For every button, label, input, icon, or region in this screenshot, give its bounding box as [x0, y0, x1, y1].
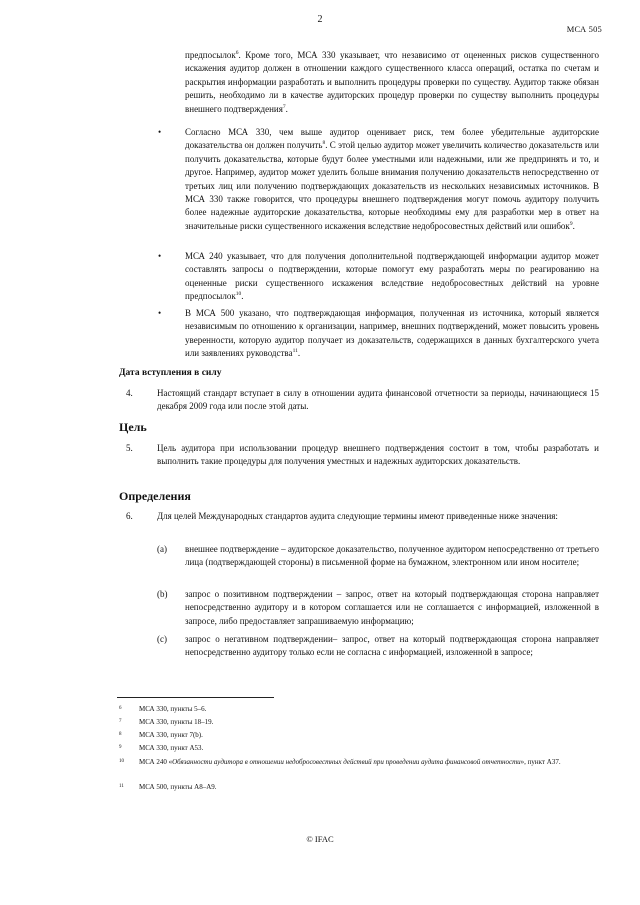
definition-item: запрос о негативном подтверждении– запрос, ответ на который подтверждающая сторона направляет непосредственно аудитору только если не согласна с информацией, изложенной в запросе;	[185, 634, 599, 658]
effective-date-paragraph: Настоящий стандарт вступает в силу в отношении аудита финансовой отчетности за периоды, начинающиеся 15 декабря 2009 года или после этой даты.	[157, 388, 599, 412]
footnote-text: МСА 330, пункт A53.	[139, 744, 204, 752]
footnote-number: 6	[119, 706, 122, 711]
intro-text-a: предпосылок	[185, 50, 236, 60]
objective-paragraph: Цель аудитора при использовании процедур внешнего подтверждения состоит в том, чтобы разработать и выполнить такие процедуры для получения уместных и надежных аудиторских доказательств.	[157, 443, 599, 467]
bullet-marker: •	[158, 127, 162, 137]
footnote-text: МСА 330, пункты 18–19.	[139, 718, 214, 726]
bullet-marker: •	[158, 251, 162, 261]
bullet-text: В МСА 500 указано, что подтверждающая информация, полученная из источника, который является независимым по отношению к организации, например, внешних подтверждений, может повысить уровень уверенности, которую аудитор получает из доказательств, содержащихся в данных бухгалтерского учета или заявлениях руководства	[185, 308, 599, 359]
bullet-marker: •	[158, 308, 162, 318]
definition-label: (b)	[157, 589, 168, 599]
intro-text-c: .	[285, 103, 288, 114]
footnote-text	[139, 758, 601, 767]
paragraph-number: 4.	[126, 388, 133, 398]
bullet-text: .	[241, 291, 244, 302]
footnote-number: 11	[119, 784, 124, 789]
intro-text-b: . Кроме того, МСА 330 указывает, что независимо от оцененных рисков существенного искажения аудитор должен в отношении каждого существенного класса операций, остатка по счетам и раскрытия информации разработать и выполнить процедуры проверки по существу. Аудитор также обязан решить, необходимо ли в качестве аудиторских процедур проверки по существу выполнить процедуры внешнего подтверждения	[185, 50, 599, 114]
footnote-ref-9: 9	[569, 220, 573, 227]
footnote-ref-11: 11	[292, 348, 298, 355]
bullet-paragraph	[185, 250, 599, 304]
footnote-ref-7: 7	[282, 103, 286, 110]
intro-paragraph	[185, 49, 599, 116]
definition-label: (c)	[157, 634, 167, 644]
definition-label: (a)	[157, 544, 167, 554]
footer-copyright: © IFAC	[306, 834, 334, 844]
definitions-intro-paragraph: Для целей Международных стандартов аудита следующие термины имеют приведенные ниже значения:	[157, 511, 558, 521]
definition-item: запрос о позитивном подтверждении – запрос, ответ на который подтверждающая сторона направляет непосредственно аудитору и в котором соглашается или не соглашается с информацией, изложенной в запросе, либо предоставляет запрашиваемую информацию;	[185, 589, 599, 626]
bullet-text: .	[297, 348, 301, 359]
bullet-text: .	[572, 220, 575, 231]
page-number: 2	[317, 14, 323, 25]
footnote-ref-6: 6	[235, 50, 239, 56]
bullet-paragraph	[185, 307, 599, 361]
footnote-ref-8: 8	[322, 140, 326, 147]
bullet-paragraph	[185, 126, 599, 233]
document-code: МСА 505	[566, 24, 602, 34]
footnote-number: 9	[119, 745, 122, 750]
footnote-ref-10: 10	[235, 291, 242, 298]
section-heading-objective: Цель	[119, 420, 147, 434]
footnote-text-part: МСА 240 «	[139, 758, 173, 766]
footnote-text: МСА 500, пункты A8–A9.	[139, 783, 217, 791]
section-heading-effective-date: Дата вступления в силу	[119, 368, 222, 378]
footnote-number: 7	[119, 719, 122, 724]
footnote-text-italic: Обязанности аудитора в отношении недобросовестных действий при проведении аудита финансовой отчетности	[172, 758, 521, 766]
section-heading-definitions: Определения	[119, 489, 191, 503]
paragraph-number: 6.	[126, 511, 133, 521]
bullet-text: . С этой целью аудитор может увеличить количество доказательств или получить доказательства, которые будут более уместными или надежными, или же предпринять и то, и другое. Например, аудитор может уделить больше внимания получению доказательств непосредственно от третьих лиц или получению подтверждающих доказательств из нескольких независимых источников. В МСА 330 также говорится, что процедуры внешнего подтверждения могут помочь аудитору получить более надежные аудиторские доказательства, которые необходимы ему для разработки мер в ответ на значительные риски существенного искажения вследствие недобросовестных действий или ошибок	[185, 140, 599, 231]
footnote-separator	[117, 697, 274, 698]
bullet-text: Согласно МСА 330, чем выше аудитор оценивает риск, тем более убедительные аудиторские доказательства он должен получить	[185, 127, 599, 151]
footnote-number: 8	[119, 732, 122, 737]
bullet-text: МСА 240 указывает, что для получения дополнительной подтверждающей информации аудитор может составлять запросы о подтверждении, которые помогут ему разработать меры по реагированию на оцененные риски существенного искажения вследствие недобросовестных действий на уровне предпосылок	[185, 251, 599, 302]
footnote-text-part: », пункт A37.	[520, 758, 561, 766]
footnote-number: 10	[119, 759, 124, 764]
footnote-text: МСА 330, пункт 7(b).	[139, 731, 203, 739]
footnote-text: МСА 330, пункты 5–6.	[139, 705, 207, 713]
paragraph-number: 5.	[126, 443, 133, 453]
definition-item: внешнее подтверждение – аудиторское доказательство, полученное аудитором непосредственно от третьего лица (подтверждающей стороны) в письменной форме на бумажном, электронном или ином носителе;	[185, 544, 599, 568]
